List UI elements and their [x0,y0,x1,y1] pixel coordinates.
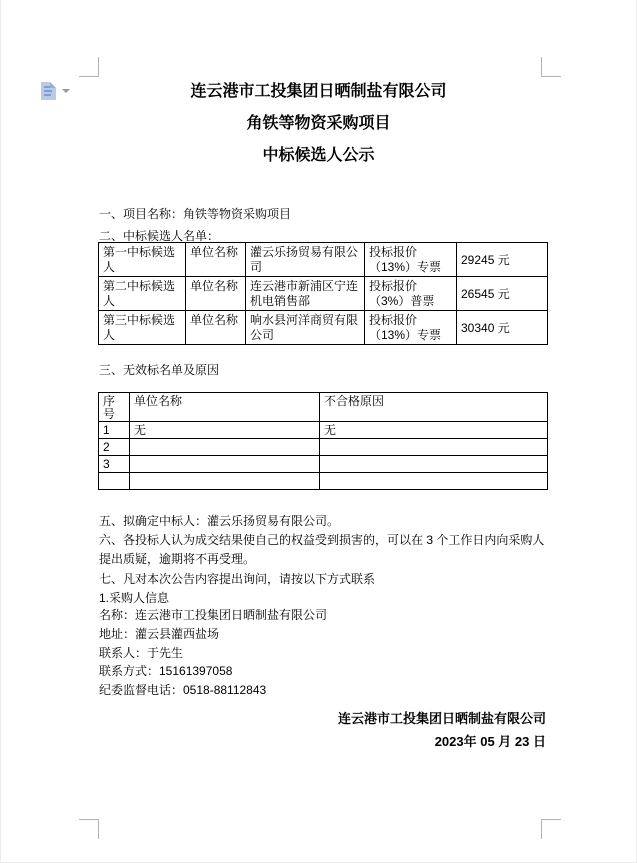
table-row [99,439,548,456]
candidate-label: 单位名称 [186,311,246,345]
signature-date: 2023年 05 月 23 日 [434,734,546,749]
candidates-table [98,242,548,345]
contact-supervision-phone: 纪委监督电话：0518-88112843 [99,683,267,698]
table-header-row [99,393,548,422]
candidate-quote-type: 投标报价（3%）普票 [365,277,457,311]
candidate-label: 单位名称 [186,277,246,311]
cell-reason [320,456,548,473]
paragraph-winner: 五、拟确定中标人：灌云乐扬贸易有限公司。 [99,514,340,528]
paragraph-purchaser-info-heading: 1.采购人信息 [99,591,170,605]
table-row [99,422,548,439]
cell-reason [320,473,548,490]
contact-block [99,606,548,700]
candidate-company: 连云港市新浦区宁连机电销售部 [246,277,365,311]
column-header-company: 单位名称 [130,393,320,422]
table-row [99,311,548,345]
crop-mark-bottom-right [541,819,561,839]
cell-reason [320,439,548,456]
table-row [99,243,548,277]
candidate-rank: 第三中标候选人 [99,311,186,345]
candidate-quote-type: 投标报价（13%）专票 [365,311,457,345]
crop-mark-bottom-left [79,819,99,839]
candidate-price: 30340 元 [457,311,548,345]
page-title-company: 连云港市工投集团日晒制盐有限公司 [190,83,447,100]
column-header-index: 序号 [99,393,130,422]
cell-index: 3 [99,456,130,473]
contact-address: 地址：灌云县灌西盐场 [99,626,220,641]
candidate-label: 单位名称 [186,243,246,277]
candidate-rank: 第二中标候选人 [99,277,186,311]
contact-person: 联系人：于先生 [99,645,184,660]
crop-mark-top-right [541,57,561,77]
table-row [99,277,548,311]
cell-company: 无 [130,422,320,439]
paragraph-invalid-bids-heading: 三、无效标名单及原因 [99,363,220,377]
crop-mark-top-left [79,57,99,77]
column-header-reason: 不合格原因 [320,393,548,422]
cell-company [130,473,320,490]
candidate-price: 26545 元 [457,277,548,311]
page-title-notice: 中标候选人公示 [262,147,375,164]
paragraph-inquiry-notice: 七、凡对本次公告内容提出询问，请按以下方式联系 [99,572,376,586]
signature-company: 连云港市工投集团日晒制盐有限公司 [337,711,546,726]
candidate-price: 29245 元 [457,243,548,277]
cell-reason: 无 [320,422,548,439]
candidate-rank: 第一中标候选人 [99,243,186,277]
paragraph-project-name: 一、项目名称：角铁等物资采购项目 [99,207,292,221]
cell-company [130,439,320,456]
invalid-bids-table [98,392,548,490]
paragraph-objection-notice: 六、各投标人认为成交结果使自己的权益受到损害的，可以在 3 个工作日内向采购人提出质疑，逾期将不再受理。 [99,533,545,566]
table-row [99,473,548,490]
contact-name: 名称：连云港市工投集团日晒制盐有限公司 [99,608,328,622]
cell-company [130,456,320,473]
cell-index: 2 [99,439,130,456]
contact-phone: 联系方式：15161397058 [99,664,233,679]
paragraph-candidate-list-heading: 二、中标候选人名单： [99,229,220,243]
cell-index: 1 [99,422,130,439]
candidate-company: 灌云乐扬贸易有限公司 [246,243,365,277]
table-row [99,456,548,473]
candidate-company: 响水县河洋商贸有限公司 [246,311,365,345]
page-title-project: 角铁等物资采购项目 [246,115,391,132]
cell-index [99,473,130,490]
candidate-quote-type: 投标报价（13%）专票 [365,243,457,277]
